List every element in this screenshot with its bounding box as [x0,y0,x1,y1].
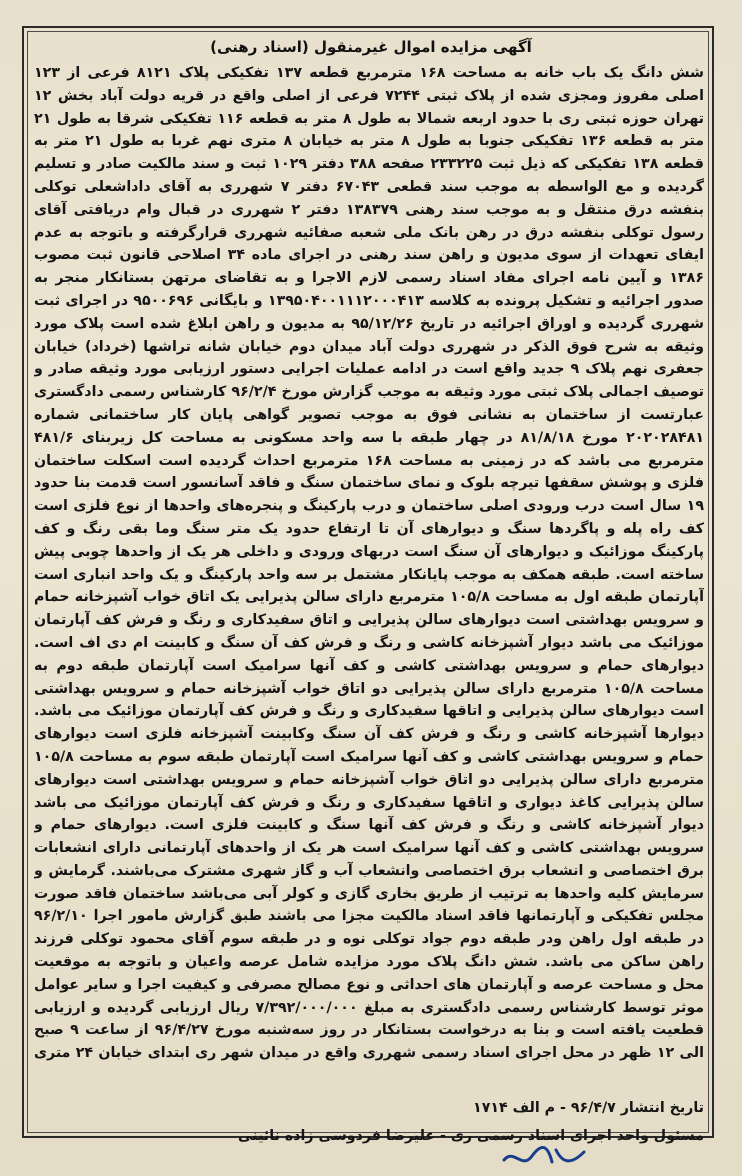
notice-body: شش دانگ یک باب خانه به مساحت ۱۶۸ مترمربع قطعه ۱۳۷ تفکیکی پلاک ۸۱۲۱ فرعی از ۱۲۳ اصلی مفروز ومجزی شده از پلاک ثبتی ۷۲۴۴ فرعی از اصلی واقع در قریه دولت آباد بخش ۱۲ تهران حوزه ثبتی ری با حدود اربعه شمالا به طول ۸ متر به قطعه ۱۱۶ تفکیکی شرقا به طول ۲۱ متر به قطعه ۱۳۶ تفکیکی جنوبا به طول ۸ متر به خیابان ۸ متری نهم غربا به طول ۲۱ متر به قطعه ۱۳۸ تفکیکی که ذیل ثبت ۲۳۳۲۲۵ صفحه ۳۸۸ دفتر ۱۰۲۹ ثبت و سند مالکیت صادر و تسلیم گردیده و مع الواسطه به موجب سند قطعی ۶۷۰۴۳ دفتر ۷ شهرری به آقای داداشعلی توکلی بنفشه درق منتقل و به موجب سند رهنی ۱۳۸۳۷۹ دفتر ۲ شهرری در قبال وام دریافتی آقای رسول توکلی بنفشه درق در رهن بانک ملی شعبه صفائیه شهرری قرارگرفته و باتوجه به عدم ایفای تعهدات از سوی مدیون و راهن سند رهنی در اجرای ماده ۳۴ اصلاحی قانون ثبت مصوب ۱۳۸۶ و آیین نامه اجرای مفاد اسناد رسمی لازم الاجرا و به تقاضای مرتهن بستانکار منجر به صدور اجرائیه و تشکیل پرونده به کلاسه ۱۳۹۵۰۴۰۰۱۱۱۲۰۰۰۴۱۳ و بایگانی ۹۵۰۰۶۹۶ در اجرای ثبت شهرری گردیده و اوراق اجرائیه در تاریخ ۹۵/۱۲/۲۶ به مدیون و راهن ابلاغ شده است پلاک مورد وثیقه به شرح فوق الذکر در شهرری دولت آباد میدان دوم خیابان شانه تراشها (خرداد) خیابان جعفری نهم پلاک ۹ جدید واقع است در ادامه عملیات اجرایی دستور ارزیابی مورد وثیقه صادر و توصیف اجمالی پلاک ثبتی مورد وثیقه به موجب گزارش مورخ ۹۶/۲/۴ کارشناس رسمی دادگستری عبارتست از ساختمان به نشانی فوق به موجب تصویر گواهی پایان کار ساختمانی شماره ۲۰۲۰۲۸۴۸۱ مورخ ۸۱/۸/۱۸ در چهار طبقه با سه واحد مسکونی به مساحت کل زیربنای ۴۸۱/۶ مترمربع می باشد که در زمینی به مساحت ۱۶۸ مترمربع احداث گردیده است اسکلت ساختمان فلزی و پوشش سقفها تیرچه بلوک و نمای ساختمان سنگ و فاقد آسانسور است قدمت بنا حدود ۱۹ سال است درب ورودی اصلی ساختمان و درب پارکینگ و پنجره‌های واحدها از نوع فلزی است کف راه پله و پاگردها سنگ و دیوارهای آن تا ارتفاع حدود یک متر سنگ وما بقی رنگ و کف پارکینگ موزائیک و دیوارهای آن سنگ است دربهای ورودی و داخلی هر یک از واحدها چوبی پیش ساخته است. طبقه همکف به موجب پایانکار مشتمل بر سه واحد پارکینگ و یک واحد انباری است آپارتمان طبقه اول به مساحت ۱۰۵/۸ مترمربع دارای سالن پذیرایی یک اتاق خواب آشپزخانه حمام و سرویس بهداشتی است دیوارهای سالن پذیرایی و اتاق سفیدکاری و رنگ و فرش کف آپارتمان موزائیک می باشد دیوار آشپزخانه کاشی و رنگ و فرش کف آن سنگ و کابینت ام دی اف است. دیوارهای حمام و سرویس بهداشتی کاشی و کف آنها سرامیک است آپارتمان طبقه دوم به مساحت ۱۰۵/۸ مترمربع دارای سالن پذیرایی دو اتاق خواب آشپزخانه حمام و سرویس بهداشتی است دیوارهای سالن پذیرایی و اتاقها سفیدکاری و رنگ و فرش کف آپارتمان موزائیک می باشد. دیوارها آشپزخانه کاشی و رنگ و فرش کف آن سنگ وکابینت آشپزخانه فلزی است دیوارهای حمام و سرویس بهداشتی کاشی و کف آنها سرامیک است آپارتمان طبقه سوم به مساحت ۱۰۵/۸ مترمربع دارای سالن پذیرایی دو اتاق خواب آشپزخانه حمام و سرویس بهداشتی است دیوارهای سالن پذیرایی کاغذ دیواری و اتاقها سفیدکاری و رنگ و فرش کف آپارتمان موزائیک می باشد دیوار آشپزخانه کاشی و رنگ و فرش کف آنها سنگ و کابینت فلزی است. دیوارهای حمام و سرویس بهداشتی کاشی و کف آنها سرامیک است هر یک از واحدهای آپارتمانی دارای انشعابات برق اختصاصی و انشعاب برق اختصاصی وانشعاب آب و گاز شهری مشترک می‌باشند. گرمایش و سرمایش کلیه واحدها به ترتیب از طریق بخاری گازی و کولر آبی می‌باشد ساختمان فاقد صورت مجلس تفکیکی و آپارتمانها فاقد اسناد مالکیت مجزا می باشند طبق گزارش مامور اجرا ۹۶/۲/۱۰ در طبقه اول راهن ودر طبقه دوم جواد توکلی نوه و در طبقه سوم آقای محمود توکلی فرزند راهن ساکن می باشد. شش دانگ پلاک مورد مزایده شامل عرصه واعیان و باتوجه به موقعیت محل و مساحت عرصه و آپارتمان های احداثی و نوع مصالح مصرفی و کیفیت اجرا و سایر عوامل موثر توسط کارشناس رسمی دادگستری به مبلغ ۷/۳۹۲/۰۰۰/۰۰۰ ریال ارزیابی گردیده و ارزیابی قطعیت یافته است و بنا به درخواست بستانکار در روز سه‌شنبه مورخ ۹۶/۴/۲۷ از ساعت ۹ صبح الی ۱۲ ظهر در محل اجرای اسناد رسمی شهرری واقع در میدان شهر ری ابتدای خیابان ۲۴ متری [34,65,704,1062]
handwritten-mark-icon [500,1140,590,1176]
publish-date-line: تاریخ انتشار ۹۶/۴/۷ - م الف ۱۷۱۴ [473,1100,704,1116]
notice-title: آگهی مزایده اموال غیرمنقول (اسناد رهنی) [210,38,532,56]
signature-line: مسئول واحد اجرای اسناد رسمی ری - علیرضا فردوسی زاده نائینی [237,1128,704,1144]
